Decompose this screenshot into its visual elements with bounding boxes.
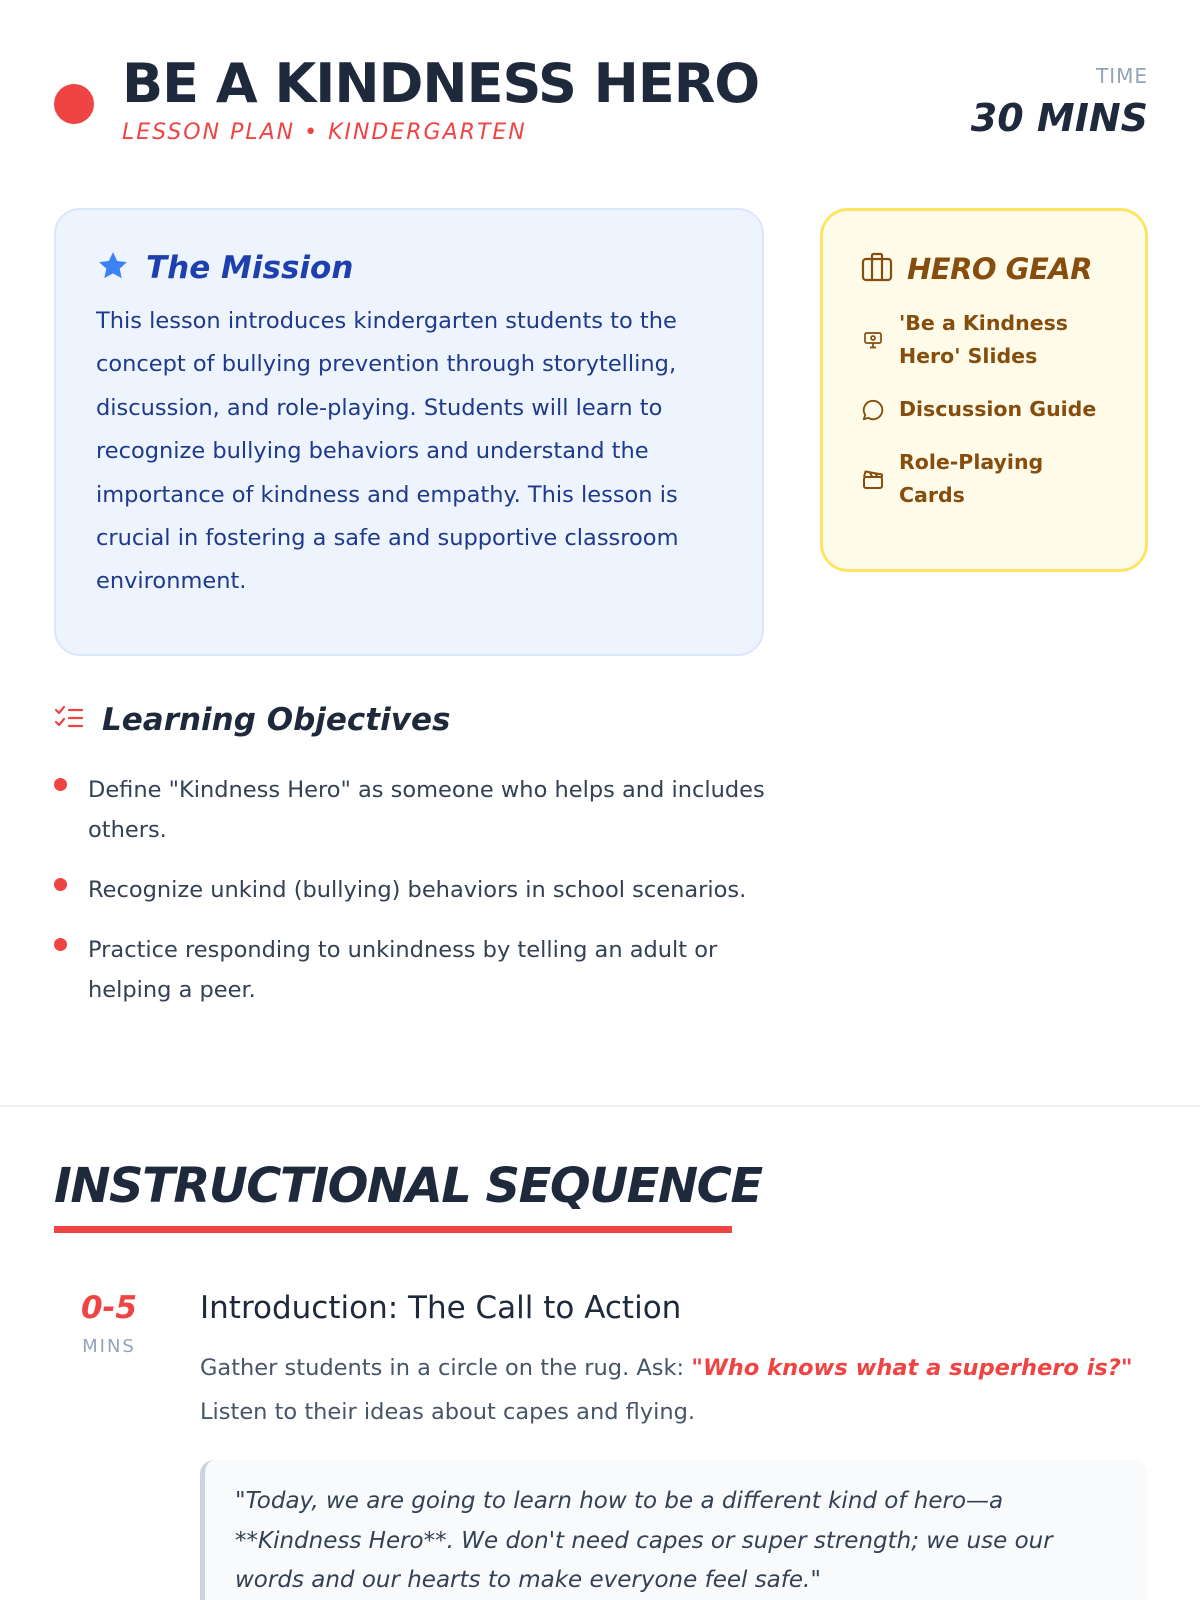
time-label: TIME xyxy=(1095,64,1148,88)
step-time-block xyxy=(54,1288,164,1357)
sequence-title-underline xyxy=(54,1226,732,1233)
star-icon xyxy=(96,249,130,287)
time-value: 30 MINS xyxy=(970,96,1148,140)
page-title: BE A KINDNESS HERO xyxy=(122,52,760,115)
mission-description: This lesson introduces kindergarten students to the concept of bullying prevention through storytelling, discussion, and role-playing. Students will learn to recognize bullying behaviors and understand the importance of kindness and empathy. This lesson is crucial in fostering a safe and supportive classroom environment. xyxy=(96,308,679,595)
list-item xyxy=(54,930,774,1010)
objective-text: Define "Kindness Hero" as someone who helps and includes others. xyxy=(88,777,765,843)
section-divider xyxy=(0,1105,1200,1107)
gear-item-label: Discussion Guide xyxy=(899,397,1097,421)
checklist-icon xyxy=(54,705,84,735)
bullet-icon xyxy=(54,878,67,891)
objectives-list xyxy=(54,770,774,1030)
step-time-unit: MINS xyxy=(82,1336,136,1357)
lesson-header xyxy=(54,50,1150,160)
objective-text: Practice responding to unkindness by telling an adult or helping a peer. xyxy=(88,937,718,1003)
sequence-title: INSTRUCTIONAL SEQUENCE xyxy=(54,1158,762,1214)
list-item xyxy=(54,770,774,850)
hero-gear-title: HERO GEAR xyxy=(907,252,1093,286)
mission-card xyxy=(54,208,764,656)
gear-item-discussion-guide[interactable] xyxy=(861,393,1107,426)
list-item xyxy=(54,870,774,910)
objectives-title: Learning Objectives xyxy=(102,702,451,738)
red-dot-icon xyxy=(54,84,94,124)
hero-gear-list xyxy=(861,307,1107,512)
chat-bubble-icon xyxy=(861,397,885,423)
mission-header xyxy=(96,248,722,288)
mission-title: The Mission xyxy=(146,250,354,286)
teacher-script-quote: "Today, we are going to learn how to be a different kind of hero—a **Kindness Hero**. We don't need capes or super strength; we use our words and our hearts to make everyone feel safe." xyxy=(200,1460,1148,1600)
step-time: 0-5 xyxy=(80,1290,137,1326)
clapperboard-icon xyxy=(861,467,885,491)
gear-item-slides[interactable] xyxy=(861,307,1107,373)
objective-text: Recognize unkind (bullying) behaviors in school scenarios. xyxy=(88,877,747,903)
gear-item-label: Role-Playing Cards xyxy=(899,450,1044,507)
bullet-icon xyxy=(54,938,67,951)
page-subtitle: LESSON PLAN • KINDERGARTEN xyxy=(122,120,527,145)
step-question: "Who knows what a superhero is?" xyxy=(691,1355,1133,1381)
gear-item-role-playing-cards[interactable] xyxy=(861,446,1107,512)
step-text-before: Gather students in a circle on the rug. Ask: xyxy=(200,1355,692,1381)
hero-gear-card xyxy=(820,208,1148,572)
step-title: Introduction: The Call to Action xyxy=(200,1290,682,1326)
objectives-header xyxy=(54,698,450,742)
step-text-after: Listen to their ideas about capes and flying. xyxy=(200,1398,696,1425)
step-description xyxy=(200,1347,1150,1434)
bullet-icon xyxy=(54,778,67,791)
hero-gear-header xyxy=(861,251,1107,287)
presentation-icon xyxy=(861,330,885,350)
gear-item-label: 'Be a Kindness Hero' Slides xyxy=(899,311,1068,368)
briefcase-icon xyxy=(861,252,893,286)
